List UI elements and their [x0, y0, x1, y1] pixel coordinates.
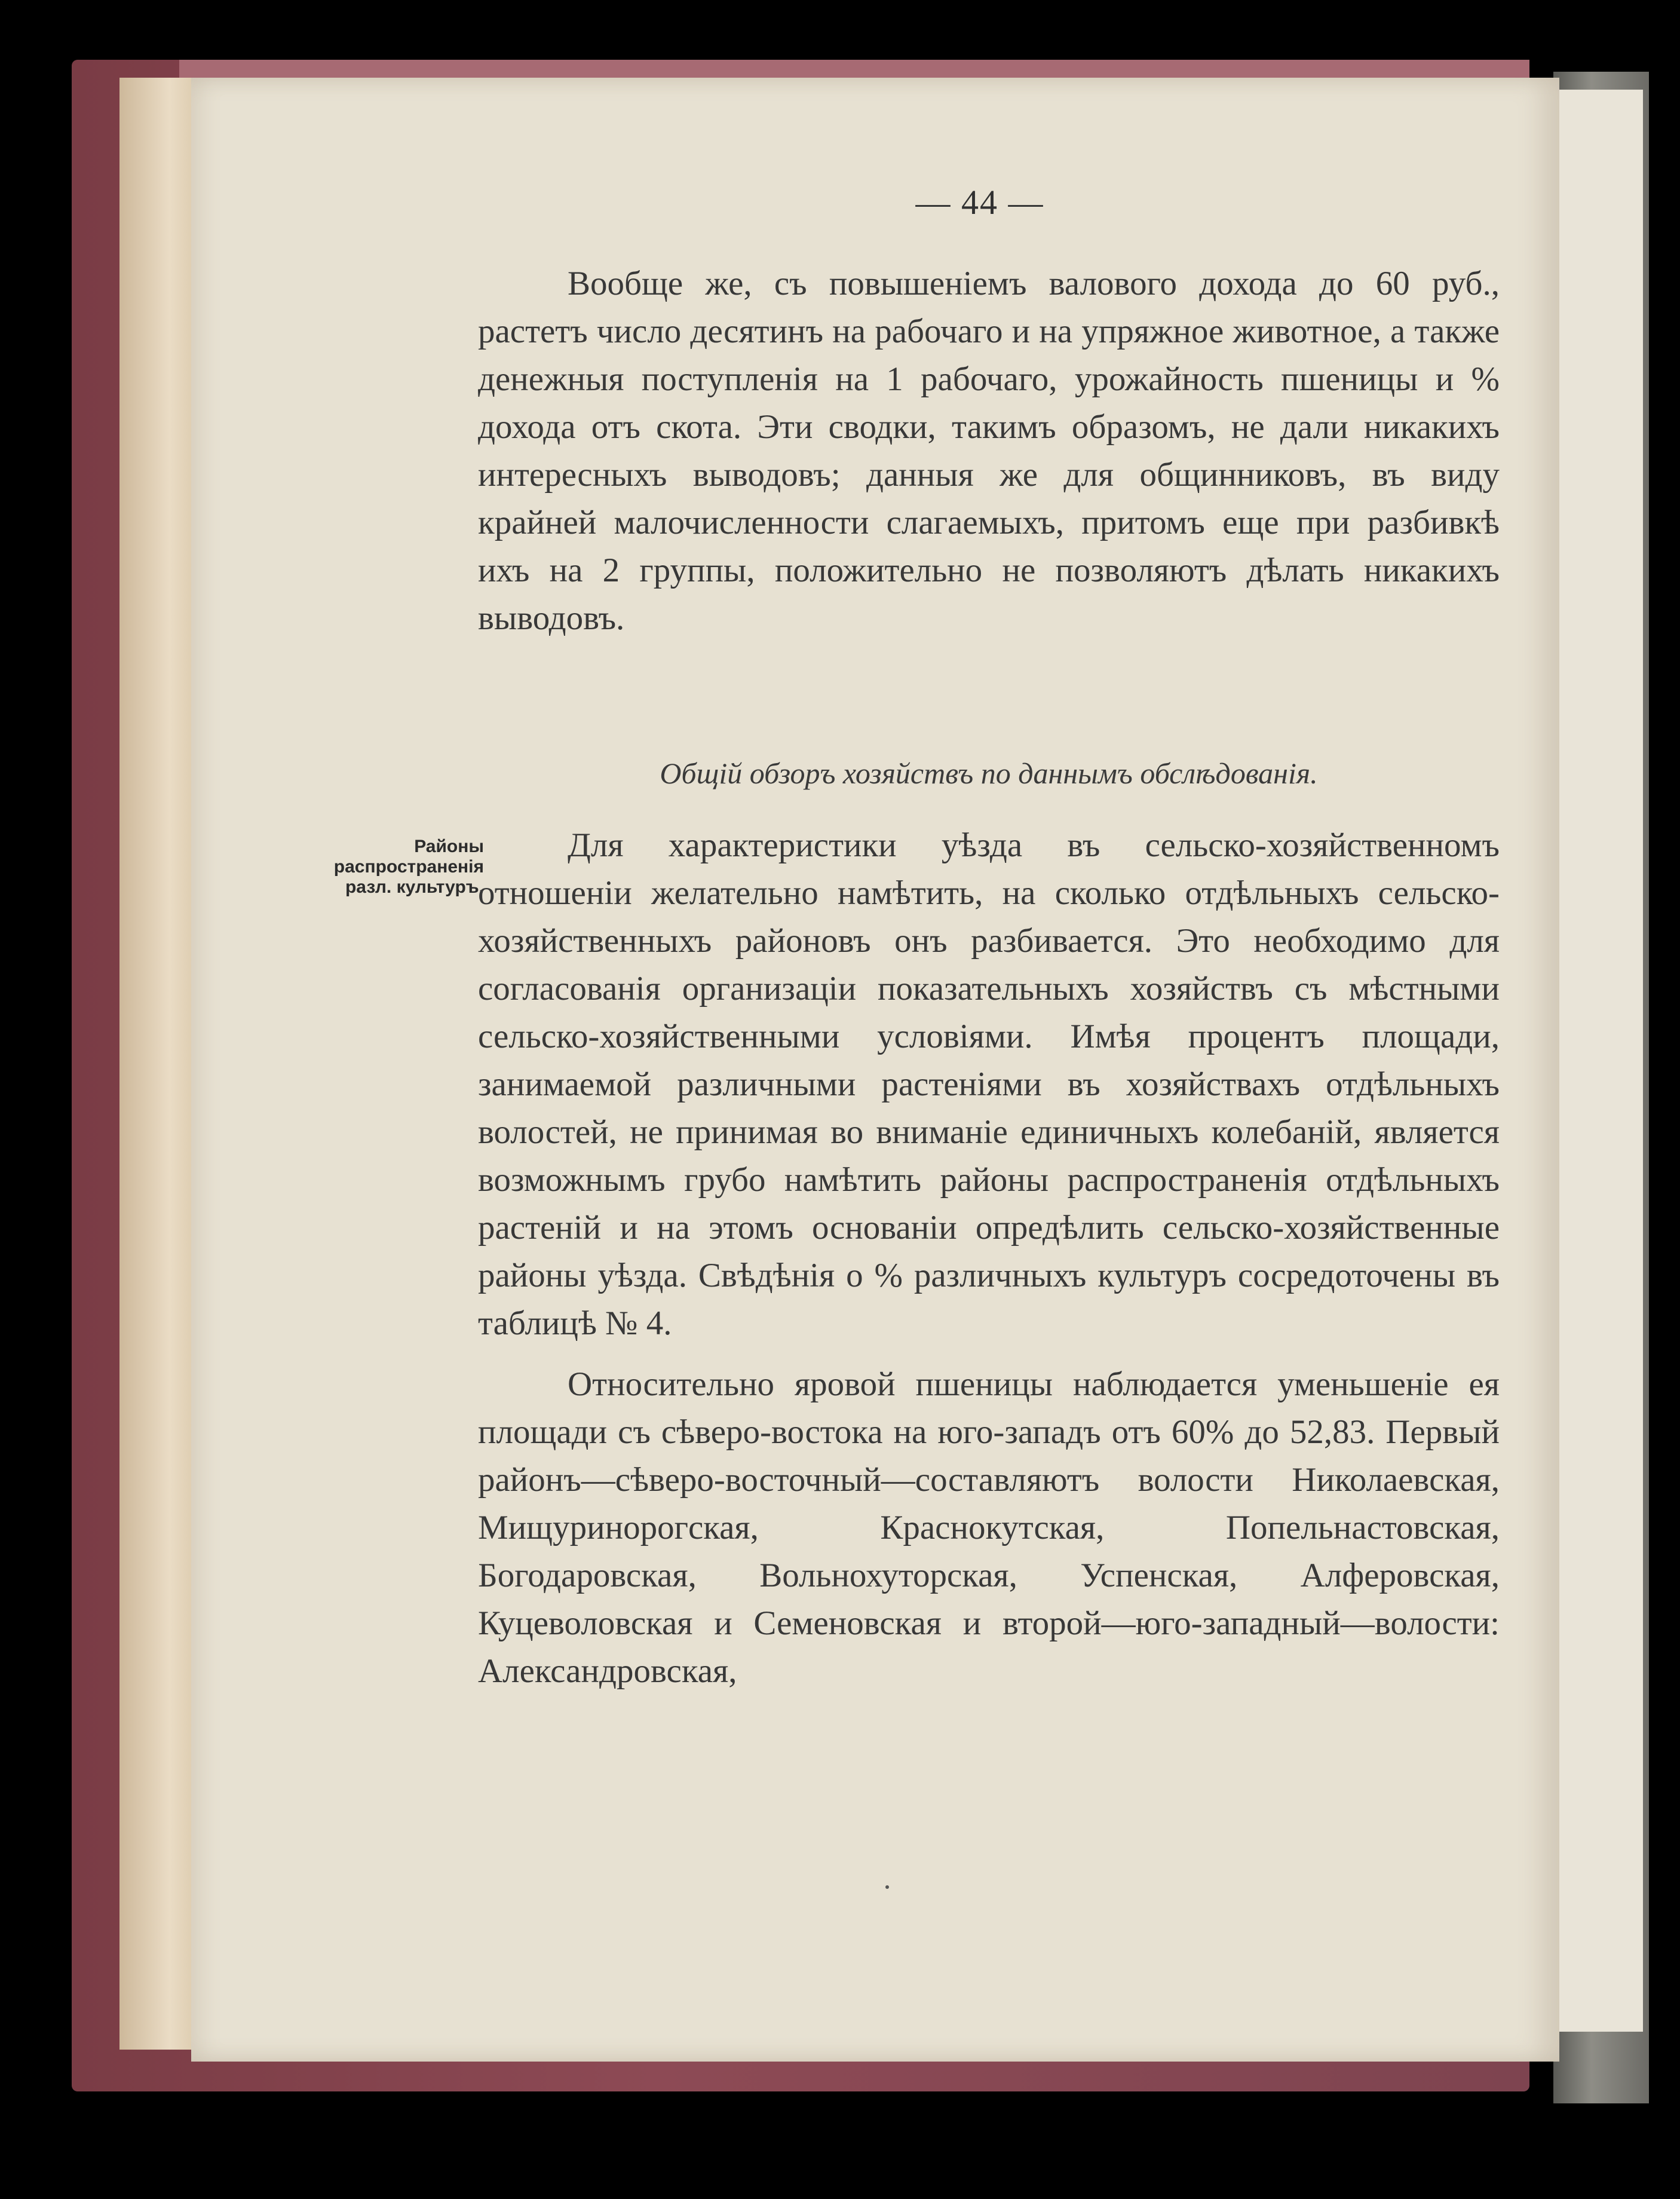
facing-page-edge: [1559, 90, 1643, 2032]
margin-note: Районы распространенія разл. культуръ.: [333, 837, 484, 897]
paragraph-3: Относительно яровой пшеницы наблюдается уменьшеніе ея площади съ сѣверо-востока на юго-западъ отъ 60% до 52,83. Первый районъ—сѣверо-восточный—составляютъ волости Николаевская, Мищуринорогская, Краснокутская, Попельнастовская, Богодаровская, Вольнохуторская, Успенская, Алферовская, Куцеволовская и Семеновская и второй—юго-западный—волости: Александровская,: [478, 1365, 1500, 1690]
paragraph-block-2: [478, 822, 1500, 1708]
paragraph-2: Для характеристики уѣзда въ сельско-хозяйственномъ отношеніи желательно намѣтить, на сколько отдѣльныхъ сельско-хозяйственныхъ районовъ онъ разбивается. Это необходимо для согласованія организаціи показательныхъ хозяйствъ съ мѣстными сельско-хозяйственными условіями. Имѣя процентъ площади, занимаемой различными растеніями въ хозяйствахъ отдѣльныхъ волостей, не принимая во вниманіе единичныхъ колебаній, является возможнымъ грубо намѣтить районы распространенія отдѣльныхъ растеній и на этомъ основаніи опредѣлить сельско-хозяйственные районы уѣзда. Свѣдѣнія о % различныхъ культуръ сосредоточены въ таблицѣ № 4.: [478, 826, 1500, 1342]
section-subheading: Общій обзоръ хозяйствъ по даннымъ обслѣдованія.: [660, 757, 1318, 790]
ink-dot: [885, 1885, 889, 1889]
paragraph-1: Вообще же, съ повышеніемъ валового дохода до 60 руб., растетъ число десятинъ на рабочаго и на упряжное животное, а также денежныя поступленія на 1 рабочаго, урожайность пшеницы и % дохода отъ скота. Эти сводки, такимъ образомъ, не дали никакихъ интересныхъ выводовъ; данныя же для общинниковъ, въ виду крайней малочисленности слагаемыхъ, притомъ еще при разбивкѣ ихъ на 2 группы, положительно не позволяютъ дѣлать никакихъ выводовъ.: [478, 265, 1500, 637]
page-number: — 44 —: [915, 183, 1044, 222]
paragraph-block-1: [478, 260, 1500, 642]
page-edge-stack: [119, 78, 203, 2050]
